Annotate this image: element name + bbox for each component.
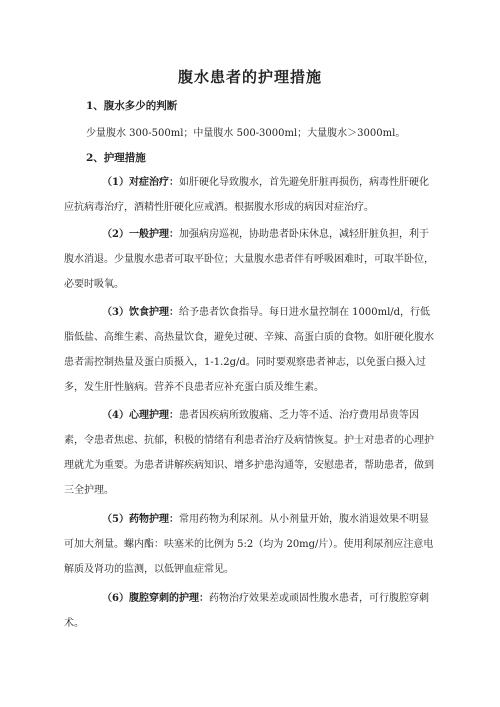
item-number: （3） [102, 307, 129, 318]
care-item-1 [64, 170, 438, 220]
item-number: （4） [102, 410, 129, 421]
item-text: 常用药物为利尿剂。从小剂量开始，腹水消退效果不明显可加大剂量。螺内酯：呋塞米的比例为 5:2（均为 20mg/片）。使用利尿剂应注意电解质及肾功的监测，以低钾血症常见。 [64, 514, 434, 575]
item-number: （2） [102, 229, 129, 240]
item-text: 患者因疾病所致腹痛、乏力等不适、治疗费用昂贵等因素，令患者焦虑、抗郁，积极的情绪有利患者治疗及病情恢复。护士对患者的心理护理就尤为重要。为患者讲解疾病知识、增多护患沟通等，安慰患者，帮助患者，做到三全护理。 [64, 410, 434, 496]
item-text: 加强病房巡视，协助患者卧床休息，减轻肝脏负担，利于腹水消退。少量腹水患者可取平卧位；大量腹水患者伴有呼吸困难时，可取半卧位，必要时吸氧。 [64, 229, 434, 290]
care-item-3 [64, 300, 438, 400]
item-number: （5） [102, 514, 129, 525]
item-text: 药物治疗效果差或顽固性腹水患者，可行腹腔穿刺术。 [64, 593, 429, 629]
item-text: 给予患者饮食指导。每日进水量控制在 1000ml/d，行低脂低盐、高维生素、高热量饮食，避免过硬、辛辣、高蛋白质的食物。如肝硬化腹水患者需控制热量及蛋白质摄入，1-1.2g/d。同时要观察患者神志，以免蛋白摄入过多，发生肝性脑病。营养不良患者应补充蛋白质及维生素。 [64, 307, 434, 393]
item-label: 一般护理： [128, 229, 179, 240]
care-item-2 [64, 222, 438, 297]
section-2-heading: 2、护理措施 [86, 152, 146, 164]
care-item-6 [64, 586, 438, 636]
care-item-5 [64, 507, 438, 582]
item-label: 饮食护理： [128, 307, 179, 318]
item-label: 药物护理： [128, 514, 179, 525]
section-1-text: 少量腹水 300-500ml；中量腹水 500-3000ml；大量腹水＞3000ml。 [86, 128, 406, 139]
page-title: 腹水患者的护理措施 [177, 68, 322, 86]
section-1-heading: 1、腹水多少的判断 [86, 100, 178, 112]
item-label: 腹腔穿刺的护理： [128, 593, 209, 604]
item-text: 如肝硬化导致腹水，首先避免肝脏再损伤，病毒性肝硬化应抗病毒治疗，酒精性肝硬化应戒酒。根据腹水形成的病因对症治疗。 [64, 177, 429, 213]
care-item-4 [64, 403, 438, 503]
item-label: 心理护理： [128, 410, 179, 421]
item-label: 对症治疗： [128, 177, 179, 188]
item-number: （6） [102, 593, 129, 604]
item-number: （1） [102, 177, 129, 188]
